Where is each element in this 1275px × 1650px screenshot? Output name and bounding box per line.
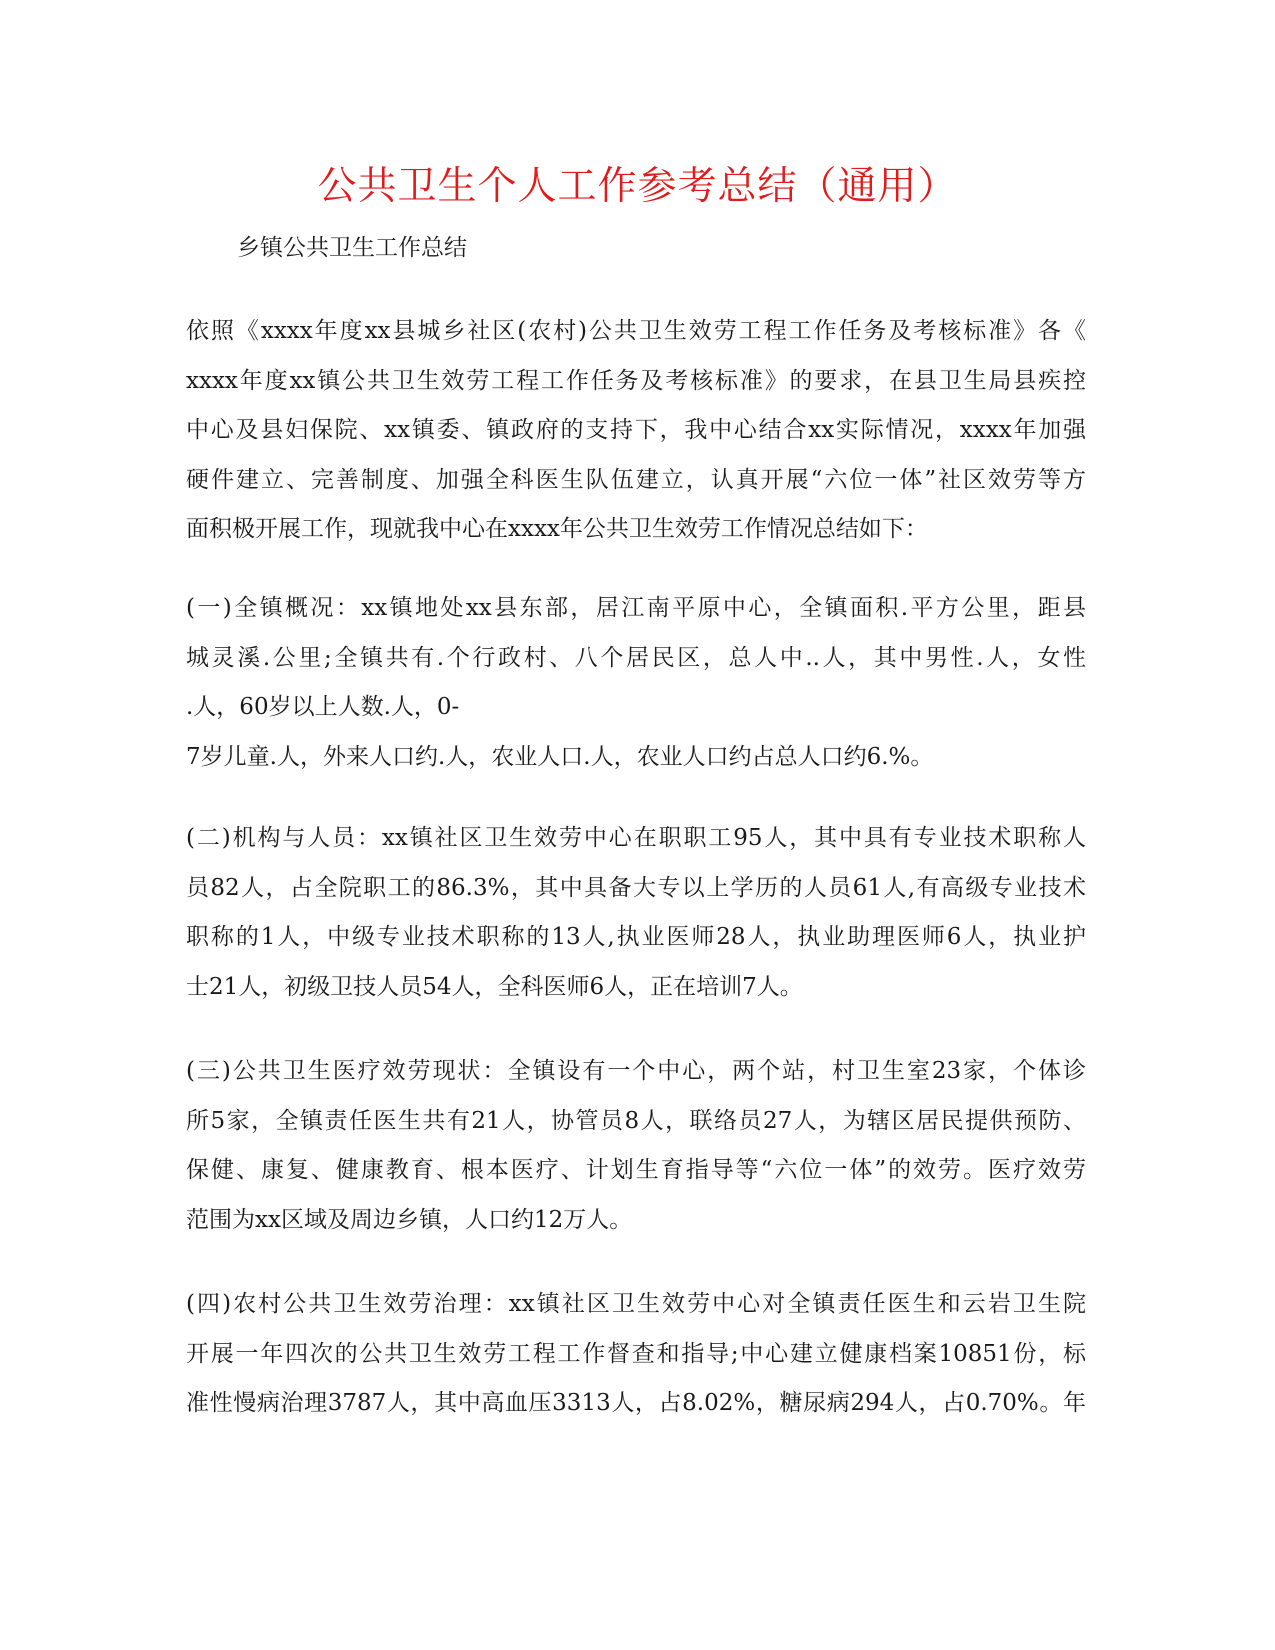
paragraph-line: 开展一年四次的公共卫生效劳工程工作督查和指导;中心建立健康档案10851份，标 bbox=[186, 1340, 1086, 1367]
paragraph-overview bbox=[186, 584, 1086, 782]
paragraph-line: 员82人，占全院职工的86.3%，其中具备大专以上学历的人员61人,有高级专业技术 bbox=[186, 874, 1086, 901]
paragraph-line: (一)全镇概况：xx镇地处xx县东部，居江南平原中心，全镇面积.平方公里，距县 bbox=[186, 595, 1086, 621]
paragraph-line: 士21人，初级卫技人员54人，全科医师6人，正在培训7人。 bbox=[186, 973, 803, 1000]
paragraph-intro bbox=[186, 307, 1086, 555]
paragraph-line: 硬件建立、完善制度、加强全科医生队伍建立，认真开展“六位一体”社区效劳等方 bbox=[186, 466, 1086, 493]
paragraph-line: 准性慢病治理3787人，其中高血压3313人，占8.02%，糖尿病294人，占0.70%。年 bbox=[186, 1390, 1086, 1416]
paragraph-line: 城灵溪.公里;全镇共有.个行政村、八个居民区，总人中..人，其中男性.人，女性 bbox=[186, 644, 1086, 671]
paragraph-line: 中心及县妇保院、xx镇委、镇政府的支持下，我中心结合xx实际情况，xxxx年加强 bbox=[186, 417, 1086, 443]
document-title: 公共卫生个人工作参考总结（通用） bbox=[317, 164, 958, 209]
paragraph-line: (三)公共卫生医疗效劳现状：全镇设有一个中心，两个站，村卫生室23家，个体诊 bbox=[186, 1058, 1086, 1084]
paragraph-services bbox=[186, 1047, 1086, 1245]
paragraph-line: (四)农村公共卫生效劳治理：xx镇社区卫生效劳中心对全镇责任医生和云岩卫生院 bbox=[186, 1291, 1086, 1317]
paragraph-line: 依照《xxxx年度xx县城乡社区(农村)公共卫生效劳工程工作任务及考核标准》各《 bbox=[186, 318, 1086, 344]
paragraph-line: xxxx年度xx镇公共卫生效劳工程工作任务及考核标准》的要求，在县卫生局县疾控 bbox=[186, 367, 1086, 394]
paragraph-line: 所5家，全镇责任医生共有21人，协管员8人，联络员27人，为辖区居民提供预防、 bbox=[186, 1107, 1086, 1134]
paragraph-staff bbox=[186, 814, 1086, 1012]
paragraph-line: 范围为xx区域及周边乡镇，人口约12万人。 bbox=[186, 1206, 633, 1233]
paragraph-line: 面积极开展工作，现就我中心在xxxx年公共卫生效劳工作情况总结如下： bbox=[186, 516, 928, 542]
paragraph-line: 职称的1人，中级专业技术职称的13人,执业医师28人，执业助理医师6人，执业护 bbox=[186, 924, 1086, 950]
paragraph-line: 保健、康复、健康教育、根本医疗、计划生育指导等“六位一体”的效劳。医疗效劳 bbox=[186, 1157, 1086, 1183]
paragraph-line: 7岁儿童.人，外来人口约.人，农业人口.人，农业人口约占总人口约6.%。 bbox=[186, 743, 934, 770]
document-subtitle: 乡镇公共卫生工作总结 bbox=[237, 235, 467, 261]
paragraph-management bbox=[186, 1280, 1086, 1429]
paragraph-line: (二)机构与人员：xx镇社区卫生效劳中心在职职工95人，其中具有专业技术职称人 bbox=[186, 825, 1086, 851]
paragraph-line: .人，60岁以上人数.人，0- bbox=[186, 694, 460, 720]
